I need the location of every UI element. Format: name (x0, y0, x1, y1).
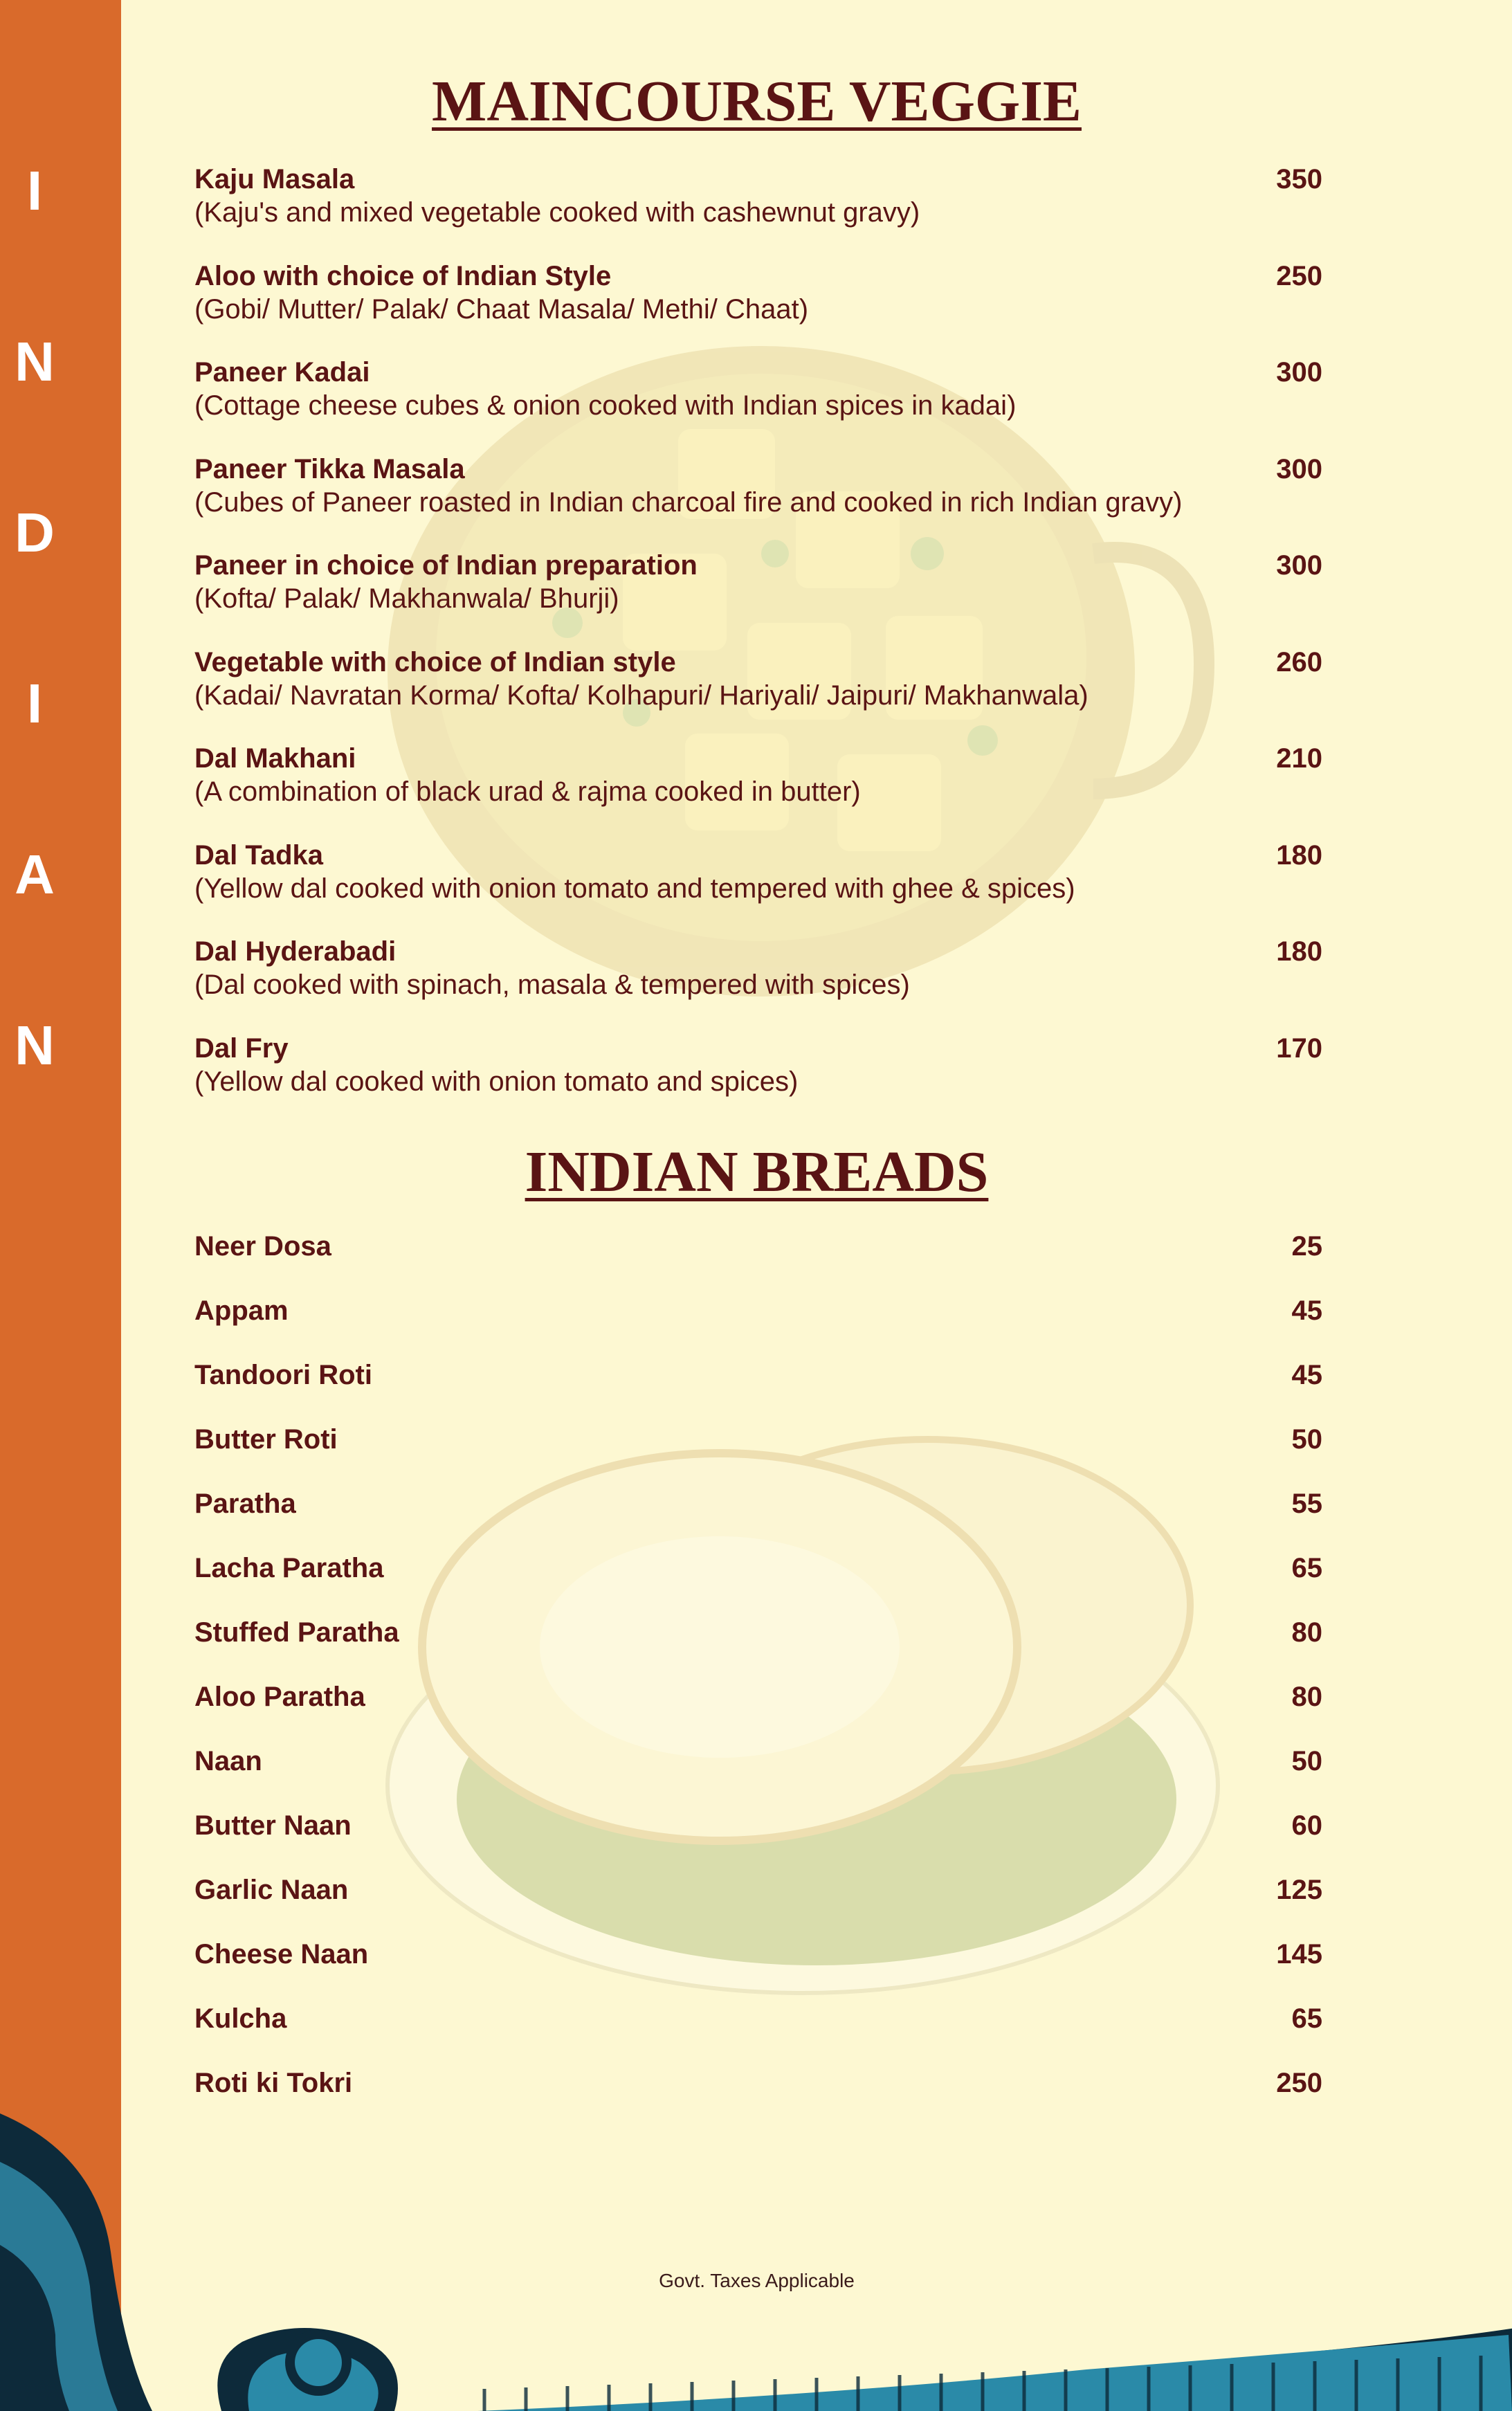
item-name: Tandoori Roti (194, 1360, 372, 1390)
bread-item (194, 1745, 1322, 1778)
item-price: 260 (1276, 646, 1322, 677)
item-price: 80 (1291, 1682, 1322, 1712)
item-price: 180 (1276, 839, 1322, 871)
bread-item (194, 1552, 1322, 1585)
item-name: Dal Fry (194, 1032, 289, 1064)
item-name: Lacha Paratha (194, 1553, 384, 1583)
taxes-note: Govt. Taxes Applicable (659, 2270, 855, 2291)
item-name: Paneer Tikka Masala (194, 453, 465, 484)
bread-item (194, 1938, 1322, 1971)
item-price: 55 (1291, 1489, 1322, 1519)
item-name: Paneer Kadai (194, 357, 370, 388)
wave-decoration (0, 2113, 1512, 2411)
sidebar (0, 0, 121, 2411)
item-name: Butter Naan (194, 1810, 352, 1841)
item-description: (Kaju's and mixed vegetable cooked with cashewnut gravy) (194, 197, 920, 228)
menu-item (194, 1032, 1322, 1098)
breads-title: INDIAN BREADS (525, 1140, 989, 1204)
item-description: (Yellow dal cooked with onion tomato and spices) (194, 1066, 799, 1097)
item-price: 65 (1291, 2003, 1322, 2034)
item-name: Roti ki Tokri (194, 2068, 353, 2098)
item-name: Aloo with choice of Indian Style (194, 260, 612, 291)
item-name: Paneer in choice of Indian preparation (194, 550, 698, 581)
bread-item (194, 1294, 1322, 1327)
item-name: Cheese Naan (194, 1939, 369, 1969)
item-price: 300 (1276, 357, 1322, 388)
item-name: Neer Dosa (194, 1231, 331, 1262)
sidebar-letter: I (26, 160, 43, 221)
item-price: 125 (1276, 1875, 1322, 1905)
bread-item (194, 2066, 1322, 2100)
item-name: Appam (194, 1295, 289, 1326)
item-name: Dal Makhani (194, 743, 356, 774)
item-price: 50 (1291, 1424, 1322, 1455)
item-price: 300 (1276, 550, 1322, 581)
item-name: Garlic Naan (194, 1875, 349, 1905)
item-name: Dal Tadka (194, 839, 323, 871)
maincourse-title: MAINCOURSE VEGGIE (432, 69, 1082, 134)
menu-item (194, 646, 1322, 712)
menu-item (194, 839, 1322, 905)
item-price: 210 (1276, 743, 1322, 774)
item-description: (Kadai/ Navratan Korma/ Kofta/ Kolhapuri/ Hariyali/ Jaipuri/ Makhanwala) (194, 680, 1089, 711)
item-price: 350 (1276, 164, 1322, 194)
item-price: 45 (1291, 1360, 1322, 1390)
item-price: 250 (1276, 2068, 1322, 2098)
item-price: 60 (1291, 1810, 1322, 1841)
item-price: 300 (1276, 453, 1322, 484)
bread-item (194, 1616, 1322, 1649)
item-description: (Dal cooked with spinach, masala & tempered with spices) (194, 970, 910, 1000)
sidebar-letter: A (15, 844, 55, 905)
menu-item (194, 356, 1322, 422)
item-name: Butter Roti (194, 1424, 338, 1455)
sidebar-letter: I (26, 673, 43, 734)
sidebar-letter: D (15, 502, 55, 563)
bread-item (194, 1423, 1322, 1456)
item-price: 145 (1276, 1939, 1322, 1969)
bread-item (194, 1358, 1322, 1392)
item-description: (Gobi/ Mutter/ Palak/ Chaat Masala/ Methi/ Chaat) (194, 293, 809, 325)
bread-item (194, 2002, 1322, 2035)
item-price: 25 (1291, 1231, 1322, 1262)
item-name: Kaju Masala (194, 164, 355, 194)
item-name: Paratha (194, 1489, 296, 1519)
item-name: Dal Hyderabadi (194, 936, 397, 967)
sidebar-letter: N (15, 331, 55, 392)
item-price: 250 (1276, 260, 1322, 291)
item-name: Stuffed Paratha (194, 1617, 399, 1648)
bread-item (194, 1230, 1322, 1263)
item-description: (Yellow dal cooked with onion tomato and tempered with ghee & spices) (194, 873, 1075, 904)
item-price: 45 (1291, 1295, 1322, 1326)
item-name: Aloo Paratha (194, 1682, 365, 1712)
bread-item (194, 1873, 1322, 1907)
item-description: (Kofta/ Palak/ Makhanwala/ Bhurji) (194, 583, 619, 614)
item-price: 50 (1291, 1746, 1322, 1776)
bread-item (194, 1487, 1322, 1520)
item-description: (Cubes of Paneer roasted in Indian charcoal fire and cooked in rich Indian gravy) (194, 486, 1183, 518)
item-name: Naan (194, 1746, 262, 1776)
item-description: (A combination of black urad & rajma cooked in butter) (194, 776, 861, 807)
bread-item (194, 1680, 1322, 1713)
menu-item (194, 163, 1322, 229)
menu-item (194, 549, 1322, 615)
item-description: (Cottage cheese cubes & onion cooked with Indian spices in kadai) (194, 390, 1017, 421)
item-price: 170 (1276, 1032, 1322, 1064)
menu-item (194, 935, 1322, 1001)
item-name: Kulcha (194, 2003, 287, 2034)
menu-item (194, 453, 1322, 519)
sidebar-letter: N (15, 1015, 55, 1076)
item-price: 180 (1276, 936, 1322, 967)
menu-item (194, 742, 1322, 808)
item-name: Vegetable with choice of Indian style (194, 646, 676, 677)
bread-item (194, 1809, 1322, 1842)
item-price: 80 (1291, 1617, 1322, 1648)
item-price: 65 (1291, 1553, 1322, 1583)
menu-item (194, 260, 1322, 326)
